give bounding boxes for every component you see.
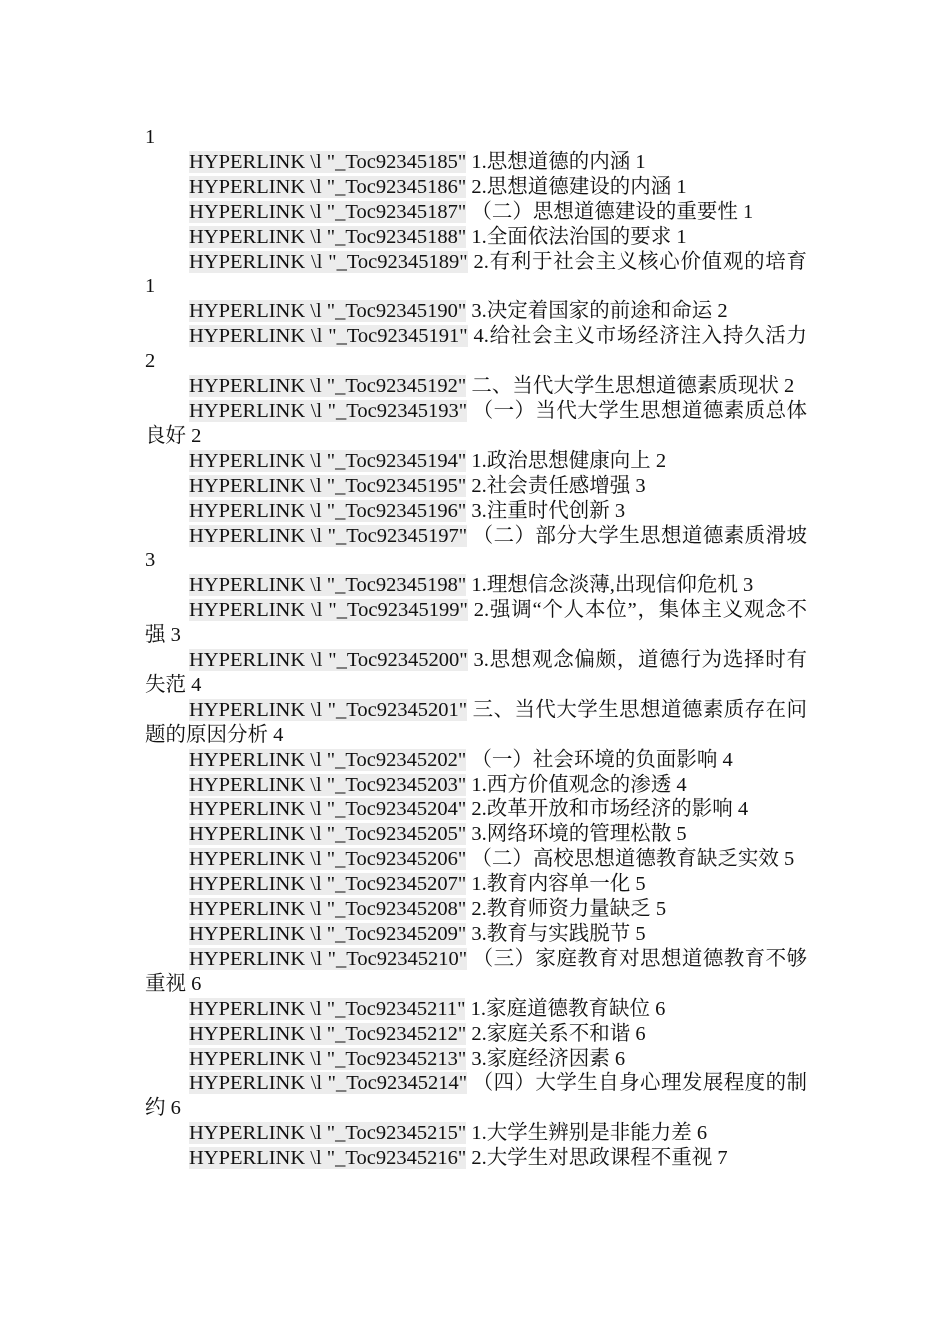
toc-entry-field-code: HYPERLINK \l "_Toc92345212" (189, 1022, 467, 1045)
toc-entry[interactable] (145, 748, 807, 773)
toc-entry[interactable] (145, 797, 807, 822)
toc-entry-title: 1.家庭道德教育缺位 (470, 997, 650, 1020)
toc-entry-title: 2.社会责任感增强 (471, 474, 631, 497)
toc-entry-page-number: 1 (676, 225, 687, 248)
toc-entry[interactable] (145, 822, 807, 847)
toc-entry-title: 1.教育内容单一化 (471, 873, 631, 896)
toc-entry[interactable] (145, 150, 807, 175)
toc-entry-page-number: 3 (742, 574, 754, 597)
toc-entry-page-number: 3 (170, 624, 181, 647)
toc-entry-title: 1.政治思想健康向上 (471, 449, 651, 472)
toc-entry-title: （二）高校思想道德教育缺乏实效 (471, 848, 779, 871)
toc-entry[interactable] (145, 524, 807, 574)
toc-entry-field-code: HYPERLINK \l "_Toc92345207" (189, 873, 467, 896)
toc-entry-field-code: HYPERLINK \l "_Toc92345195" (189, 474, 467, 497)
toc-entry-field-code: HYPERLINK \l "_Toc92345205" (189, 823, 467, 846)
toc-entry-page-number: 4 (191, 673, 202, 696)
toc-entry-title: 2.强调“个人本位”，集体主义观念不强 (145, 599, 808, 647)
toc-entry-field-code: HYPERLINK \l "_Toc92345190" (189, 300, 467, 323)
toc-entry-title: 3.思想观念偏颇，道德行为选择时有失范 (145, 649, 808, 696)
toc-entry[interactable] (145, 698, 807, 748)
toc-entry[interactable] (145, 847, 807, 872)
toc-entry-page-number: 3 (635, 474, 646, 497)
toc-entry-page-number: 2 (783, 375, 795, 398)
toc-entries (145, 150, 807, 1171)
toc-entry-page-number: 4 (273, 723, 284, 746)
toc-entry-title: （一）社会环境的负面影响 (471, 748, 718, 771)
toc-entry[interactable] (145, 250, 807, 300)
toc-entry-page-number: 5 (635, 923, 646, 945)
toc-entry-page-number: 1 (676, 175, 687, 198)
toc-entry-field-code: HYPERLINK \l "_Toc92345198" (189, 574, 467, 597)
toc-entry-page-number: 4 (722, 748, 733, 771)
toc-entry[interactable] (145, 225, 807, 250)
toc-entry-field-code: HYPERLINK \l "_Toc92345208" (189, 898, 467, 921)
toc-entry[interactable] (145, 897, 807, 922)
toc-entry-page-number: 2 (145, 350, 156, 373)
toc-entry-page-number: 6 (696, 1122, 708, 1145)
toc-first-line: 1 (145, 126, 156, 148)
toc-entry-page-number: 4 (676, 773, 687, 796)
toc-entry-field-code: HYPERLINK \l "_Toc92345193" (189, 399, 468, 422)
toc-entry-field-code: HYPERLINK \l "_Toc92345214" (189, 1072, 468, 1095)
toc-entry-field-code: HYPERLINK \l "_Toc92345203" (189, 773, 467, 796)
toc-entry-page-number: 2 (191, 424, 202, 447)
toc-entry[interactable] (145, 499, 807, 524)
toc-entry-title: 3.决定着国家的前途和命运 (471, 300, 713, 323)
toc-entry-field-code: HYPERLINK \l "_Toc92345215" (189, 1122, 467, 1145)
toc-entry-field-code: HYPERLINK \l "_Toc92345192" (189, 375, 467, 398)
toc-entry-field-code: HYPERLINK \l "_Toc92345187" (189, 200, 467, 223)
toc-entry-field-code: HYPERLINK \l "_Toc92345197" (189, 524, 468, 547)
toc-entry[interactable] (145, 1047, 807, 1072)
toc-entry[interactable] (145, 200, 807, 225)
toc-entry[interactable] (145, 947, 807, 997)
toc-entry-page-number: 6 (635, 1022, 646, 1045)
toc-entry-title: 3.注重时代创新 (471, 499, 610, 522)
toc-entry-title: 1.大学生辨别是非能力差 (471, 1122, 692, 1145)
toc-entry-title: （三）家庭教育对思想道德教育不够重视 (145, 947, 808, 995)
toc-entry[interactable] (145, 1121, 807, 1146)
toc-entry-page-number: 1 (145, 275, 156, 298)
toc-entry-field-code: HYPERLINK \l "_Toc92345210" (189, 947, 468, 970)
toc-entry-title: 3.教育与实践脱节 (471, 923, 631, 945)
toc-entry-page-number: 1 (635, 150, 646, 173)
toc-entry[interactable] (145, 1146, 807, 1171)
toc-entry-field-code: HYPERLINK \l "_Toc92345213" (189, 1047, 467, 1070)
toc-entry-title: 2.思想道德建设的内涵 (471, 175, 672, 198)
toc-entry-page-number: 5 (655, 898, 667, 921)
toc-entry-title: 1.理想信念淡薄,出现信仰危机 (471, 574, 738, 597)
toc-entry-field-code: HYPERLINK \l "_Toc92345211" (189, 997, 466, 1020)
toc-entry-page-number: 7 (717, 1147, 728, 1170)
toc-entry[interactable] (145, 922, 807, 947)
toc-entry-field-code: HYPERLINK \l "_Toc92345188" (189, 225, 467, 248)
toc-entry-field-code: HYPERLINK \l "_Toc92345191" (189, 325, 468, 348)
toc-entry-field-code: HYPERLINK \l "_Toc92345209" (189, 923, 467, 945)
toc-entry[interactable] (145, 1022, 807, 1047)
toc-entry[interactable] (145, 1071, 807, 1121)
toc-entry-title: （一）当代大学生思想道德素质总体良好 (145, 399, 808, 447)
toc-entry[interactable] (145, 872, 807, 897)
toc-entry-page-number: 6 (170, 1097, 181, 1120)
toc-entry[interactable] (145, 648, 807, 698)
toc-entry-field-code: HYPERLINK \l "_Toc92345200" (189, 649, 468, 672)
toc-entry[interactable] (145, 598, 807, 648)
toc-entry-title: 3.网络环境的管理松散 (471, 823, 672, 846)
toc-entry-page-number: 6 (655, 997, 666, 1020)
toc-entry-title: 3.家庭经济因素 (471, 1047, 610, 1070)
toc-entry-field-code: HYPERLINK \l "_Toc92345204" (189, 798, 467, 821)
toc-entry[interactable] (145, 573, 807, 598)
toc-entry[interactable] (145, 399, 807, 449)
toc-entry-field-code: HYPERLINK \l "_Toc92345202" (189, 748, 467, 771)
toc-entry-page-number: 2 (717, 300, 728, 323)
toc-entry-title: 1.思想道德的内涵 (471, 150, 631, 173)
toc-entry-field-code: HYPERLINK \l "_Toc92345206" (189, 848, 467, 871)
toc-entry-field-code: HYPERLINK \l "_Toc92345216" (189, 1147, 467, 1170)
toc-entry-title: 2.家庭关系不和谐 (471, 1022, 631, 1045)
toc-entry-page-number: 6 (191, 972, 202, 995)
toc-entry-title: 1.全面依法治国的要求 (471, 225, 672, 248)
toc-entry[interactable] (145, 773, 807, 798)
toc-entry[interactable] (145, 474, 807, 499)
toc-entry-page-number: 4 (737, 798, 749, 821)
toc-entry-page-number: 5 (635, 873, 646, 896)
toc-entry-field-code: HYPERLINK \l "_Toc92345185" (189, 150, 467, 173)
toc-entry[interactable] (145, 374, 807, 399)
toc-entry-page-number: 6 (614, 1047, 626, 1070)
toc-entry-page-number: 1 (742, 200, 754, 223)
toc-entry-page-number: 5 (783, 848, 795, 871)
toc-entry-page-number: 3 (145, 549, 156, 572)
toc-entry-field-code: HYPERLINK \l "_Toc92345194" (189, 449, 467, 472)
toc-entry-title: （四）大学生自身心理发展程度的制约 (145, 1072, 808, 1120)
toc-entry-title: 2.教育师资力量缺乏 (471, 898, 651, 921)
toc-entry[interactable] (145, 175, 807, 200)
toc-entry-field-code: HYPERLINK \l "_Toc92345196" (189, 499, 467, 522)
toc-entry-page-number: 2 (655, 449, 667, 472)
toc-entry-field-code: HYPERLINK \l "_Toc92345189" (189, 250, 468, 273)
toc-entry-title: 1.西方价值观念的渗透 (471, 773, 672, 796)
toc-entry[interactable] (145, 449, 807, 474)
toc-entry-field-code: HYPERLINK \l "_Toc92345186" (189, 175, 467, 198)
toc-entry[interactable] (145, 997, 807, 1022)
toc-entry[interactable] (145, 299, 807, 324)
toc-entry-title: 2.改革开放和市场经济的影响 (471, 798, 733, 821)
toc-entry-title: 二、当代大学生思想道德素质现状 (471, 375, 779, 398)
toc-entry-title: 2.大学生对思政课程不重视 (471, 1147, 713, 1170)
toc-entry-page-number: 5 (676, 823, 687, 846)
toc-entry-title: 2.有利于社会主义核心价值观的培育 (473, 250, 808, 273)
toc-entry-title: 三、当代大学生思想道德素质存在问题的原因分析 (145, 698, 808, 746)
toc-entry[interactable] (145, 324, 807, 374)
table-of-contents (145, 125, 807, 1171)
toc-entry-title: 4.给社会主义市场经济注入持久活力 (473, 325, 808, 348)
toc-entry-field-code: HYPERLINK \l "_Toc92345201" (189, 698, 468, 721)
toc-entry-title: （二）思想道德建设的重要性 (471, 200, 738, 223)
toc-entry-field-code: HYPERLINK \l "_Toc92345199" (189, 599, 468, 622)
toc-entry-title: （二）部分大学生思想道德素质滑坡 (472, 524, 808, 547)
toc-entry-page-number: 3 (614, 499, 626, 522)
